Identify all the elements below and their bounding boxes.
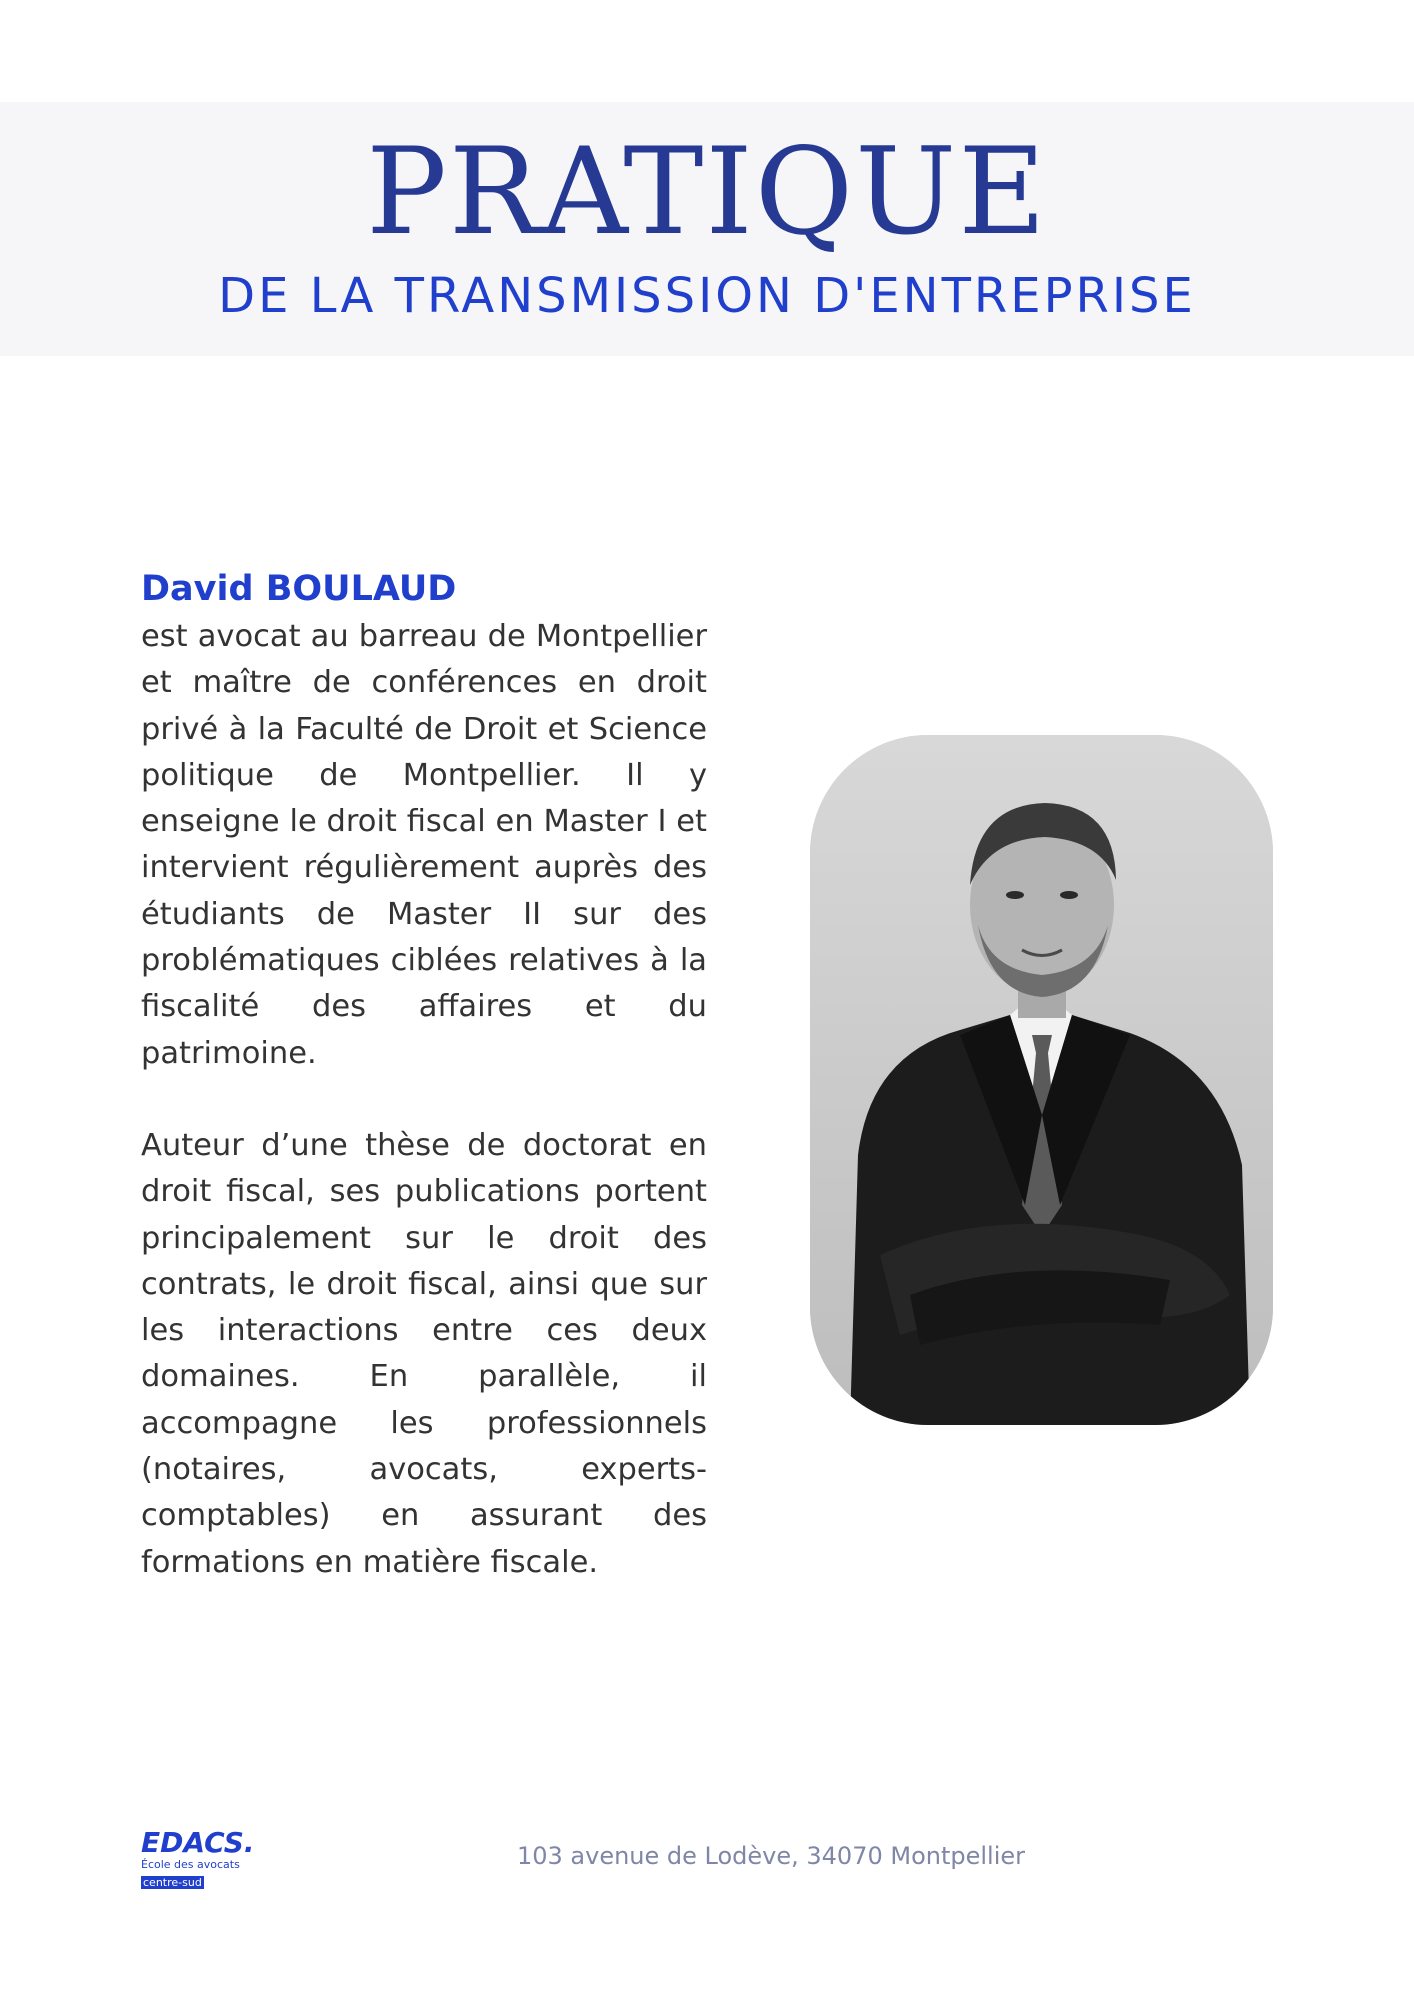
bio-paragraph-2: Auteur d’une thèse de doctorat en droit fiscal, ses publications portent principalement sur le droit des contrats, le droit fiscal, ainsi que sur les interactions entre ces deux domaines. En parallèle, il accompagne les professionnels (notaires, avocats, experts-comptables) en assurant des formations en matière fiscale. bbox=[141, 1127, 707, 1580]
logo-mark: EDACS. bbox=[141, 1826, 255, 1859]
bio-paragraph-1: est avocat au barreau de Montpellier et maître de conférences en droit privé à la Faculté de Droit et Science politique de Montpellier. Il y enseigne le droit fiscal en Master I et intervient régulièrement auprès des étudiants de Master II sur des problématiques ciblées relatives à la fiscalité des affaires et du patrimoine. bbox=[141, 619, 707, 1071]
logo-region: centre-sud bbox=[143, 1876, 202, 1889]
logo-tagline: École des avocats bbox=[141, 1858, 240, 1871]
page-subtitle: DE LA TRANSMISSION D'ENTREPRISE bbox=[218, 268, 1196, 324]
speaker-bio bbox=[141, 564, 707, 1586]
portrait-illustration bbox=[810, 735, 1273, 1425]
speaker-name: David BOULAUD bbox=[141, 569, 457, 609]
footer-address: 103 avenue de Lodève, 34070 Montpellier bbox=[516, 1842, 1026, 1870]
page-title: PRATIQUE bbox=[366, 123, 1048, 262]
speaker-photo bbox=[810, 735, 1273, 1425]
